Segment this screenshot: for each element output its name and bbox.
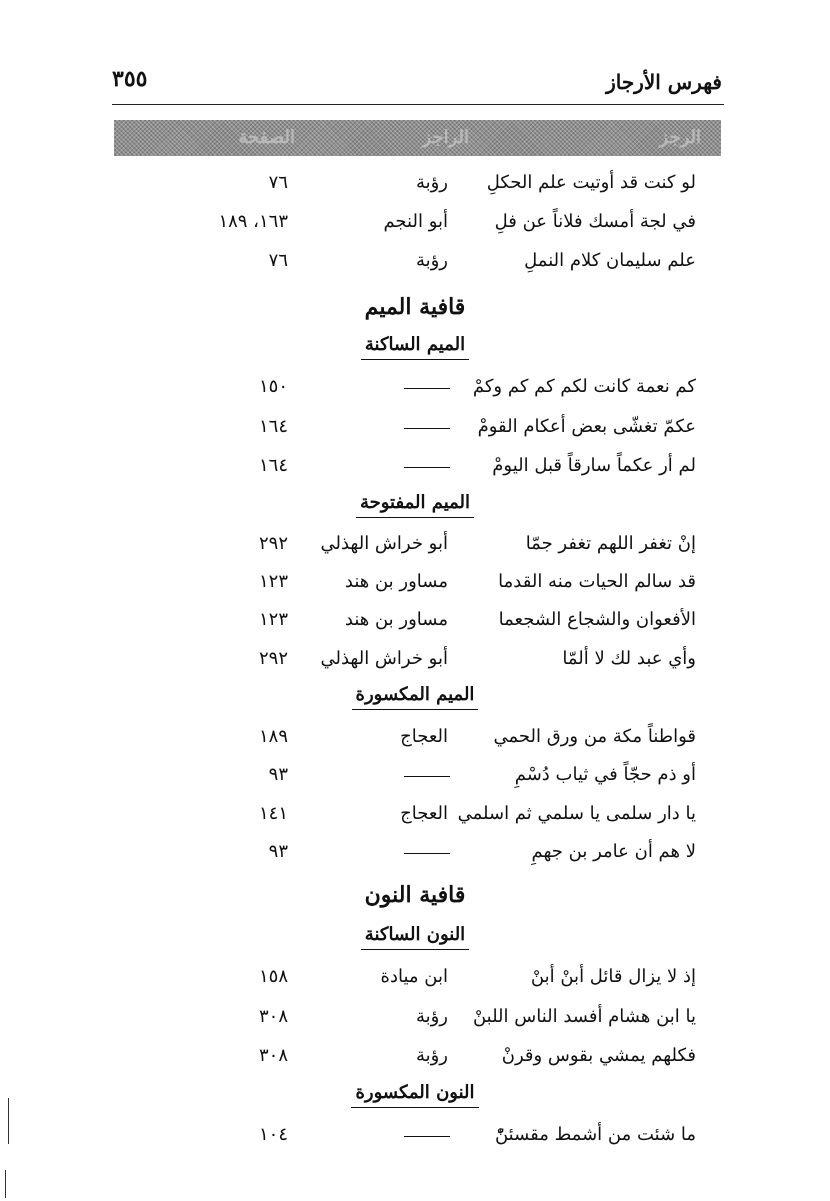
table-row — [0, 455, 830, 491]
page-refs: ٢٩٢ — [258, 533, 288, 554]
unknown-poet-dash — [404, 776, 450, 777]
page-refs: ٣٠٨ — [258, 1006, 288, 1027]
unknown-poet-dash — [404, 853, 450, 854]
verse-text: قواطناً مكة من ورق الحمي — [493, 726, 696, 747]
page-refs: ٧٦ — [268, 250, 288, 271]
verse-text: وأي عبد لك لا ألمّا — [562, 648, 696, 669]
table-row — [0, 571, 830, 607]
column-header-verse: الرجز — [659, 127, 701, 148]
scan-edge-mark — [8, 1098, 9, 1144]
page-refs: ٣٠٨ — [258, 1045, 288, 1066]
poet-name: العجاج — [400, 726, 448, 747]
subsection-heading: النون المكسورة — [0, 1082, 830, 1108]
poet-name: أبو النجم — [383, 211, 448, 232]
verse-text: عكمّ تغشّى بعض أعكام القومْ — [477, 416, 696, 437]
table-row — [0, 416, 830, 452]
column-header-poet: الراجز — [422, 127, 469, 148]
page-refs: ١٢٣ — [258, 609, 288, 630]
page-refs: ١٢٣ — [258, 571, 288, 592]
verse-text: لا هم أن عامر بن جهمِ — [531, 841, 696, 862]
verse-text: لو كنت قد أوتيت علم الحكلِ — [486, 172, 696, 193]
subsection-heading: الميم المكسورة — [0, 684, 830, 710]
verse-text: إذ لا يزال قائل أبنْ أبنْ — [530, 966, 696, 987]
page-refs: ٩٣ — [268, 764, 288, 785]
page-refs: ١٨٩ — [258, 726, 288, 747]
table-row — [0, 250, 830, 286]
table-row — [0, 533, 830, 569]
poet-name: أبو خراش الهذلي — [320, 648, 448, 669]
unknown-poet-dash — [404, 388, 450, 389]
poet-name: رؤبة — [415, 172, 448, 193]
table-row — [0, 1006, 830, 1042]
table-row — [0, 211, 830, 247]
table-row — [0, 1124, 830, 1160]
unknown-poet-dash — [404, 428, 450, 429]
page-number: ٣٥٥ — [112, 66, 148, 92]
table-row — [0, 1045, 830, 1081]
verse-text: أو ذم حجّاً في ثياب دُسْمِ — [514, 764, 696, 785]
verse-text: الأفعوان والشجاع الشجعما — [498, 609, 696, 630]
section-heading: قافية الميم — [364, 294, 466, 320]
poet-name: مساور بن هند — [344, 609, 448, 630]
table-row — [0, 803, 830, 839]
poet-name: رؤبة — [415, 250, 448, 271]
verse-text: كم نعمة كانت لكم كم كم وكمْ — [472, 376, 696, 397]
section-heading: قافية النون — [364, 882, 466, 908]
running-title: فهرس الأرجاز — [606, 70, 722, 94]
page-refs: ١٦٤ — [258, 455, 288, 476]
poet-name: العجاج — [400, 803, 448, 824]
table-row — [0, 172, 830, 208]
poet-name: رؤبة — [415, 1045, 448, 1066]
page-refs: ١٠٤ — [258, 1124, 288, 1145]
verse-text: لم أر عكماً سارقاً قبل اليومْ — [492, 455, 696, 476]
poet-name: رؤبة — [415, 1006, 448, 1027]
verse-text: يا دار سلمى يا سلمي ثم اسلمي — [457, 803, 696, 824]
verse-text: علم سليمان كلام النملِ — [524, 250, 696, 271]
subsection-heading: الميم الساكنة — [0, 334, 830, 360]
header-rule — [112, 104, 724, 105]
table-row — [0, 609, 830, 645]
page-refs: ٩٣ — [268, 841, 288, 862]
verse-text: فكلهم يمشي بقوس وقرنْ — [501, 1045, 696, 1066]
poet-name: ابن ميادة — [380, 966, 448, 987]
verse-text: في لجة أمسك فلاناً عن فلِ — [494, 211, 696, 232]
table-row — [0, 764, 830, 800]
page-refs: ١٦٣، ١٨٩ — [218, 211, 288, 232]
subsection-heading: الميم المفتوحة — [0, 492, 830, 518]
table-row — [0, 841, 830, 877]
verse-text: ما شئت من أشمط مقسئنّْ — [494, 1124, 696, 1145]
verse-text: إنْ تغفر اللهم تغفر جمّا — [525, 533, 696, 554]
column-header-bar — [114, 120, 721, 156]
page-refs: ١٤١ — [258, 803, 288, 824]
poet-name: أبو خراش الهذلي — [320, 533, 448, 554]
column-header-pages: الصفحة — [238, 127, 295, 148]
page-refs: ١٥٨ — [258, 966, 288, 987]
subsection-heading: النون الساكنة — [0, 924, 830, 950]
table-row — [0, 376, 830, 412]
table-row — [0, 966, 830, 1002]
verse-text: يا ابن هشام أفسد الناس اللبنْ — [472, 1006, 696, 1027]
page-refs: ١٦٤ — [258, 416, 288, 437]
scan-edge-mark — [5, 1170, 6, 1198]
poet-name: مساور بن هند — [344, 571, 448, 592]
unknown-poet-dash — [404, 1136, 450, 1137]
table-row — [0, 726, 830, 762]
page-refs: ٢٩٢ — [258, 648, 288, 669]
unknown-poet-dash — [404, 467, 450, 468]
page-refs: ٧٦ — [268, 172, 288, 193]
table-row — [0, 648, 830, 684]
page-refs: ١٥٠ — [258, 376, 288, 397]
verse-text: قد سالم الحيات منه القدما — [498, 571, 696, 592]
